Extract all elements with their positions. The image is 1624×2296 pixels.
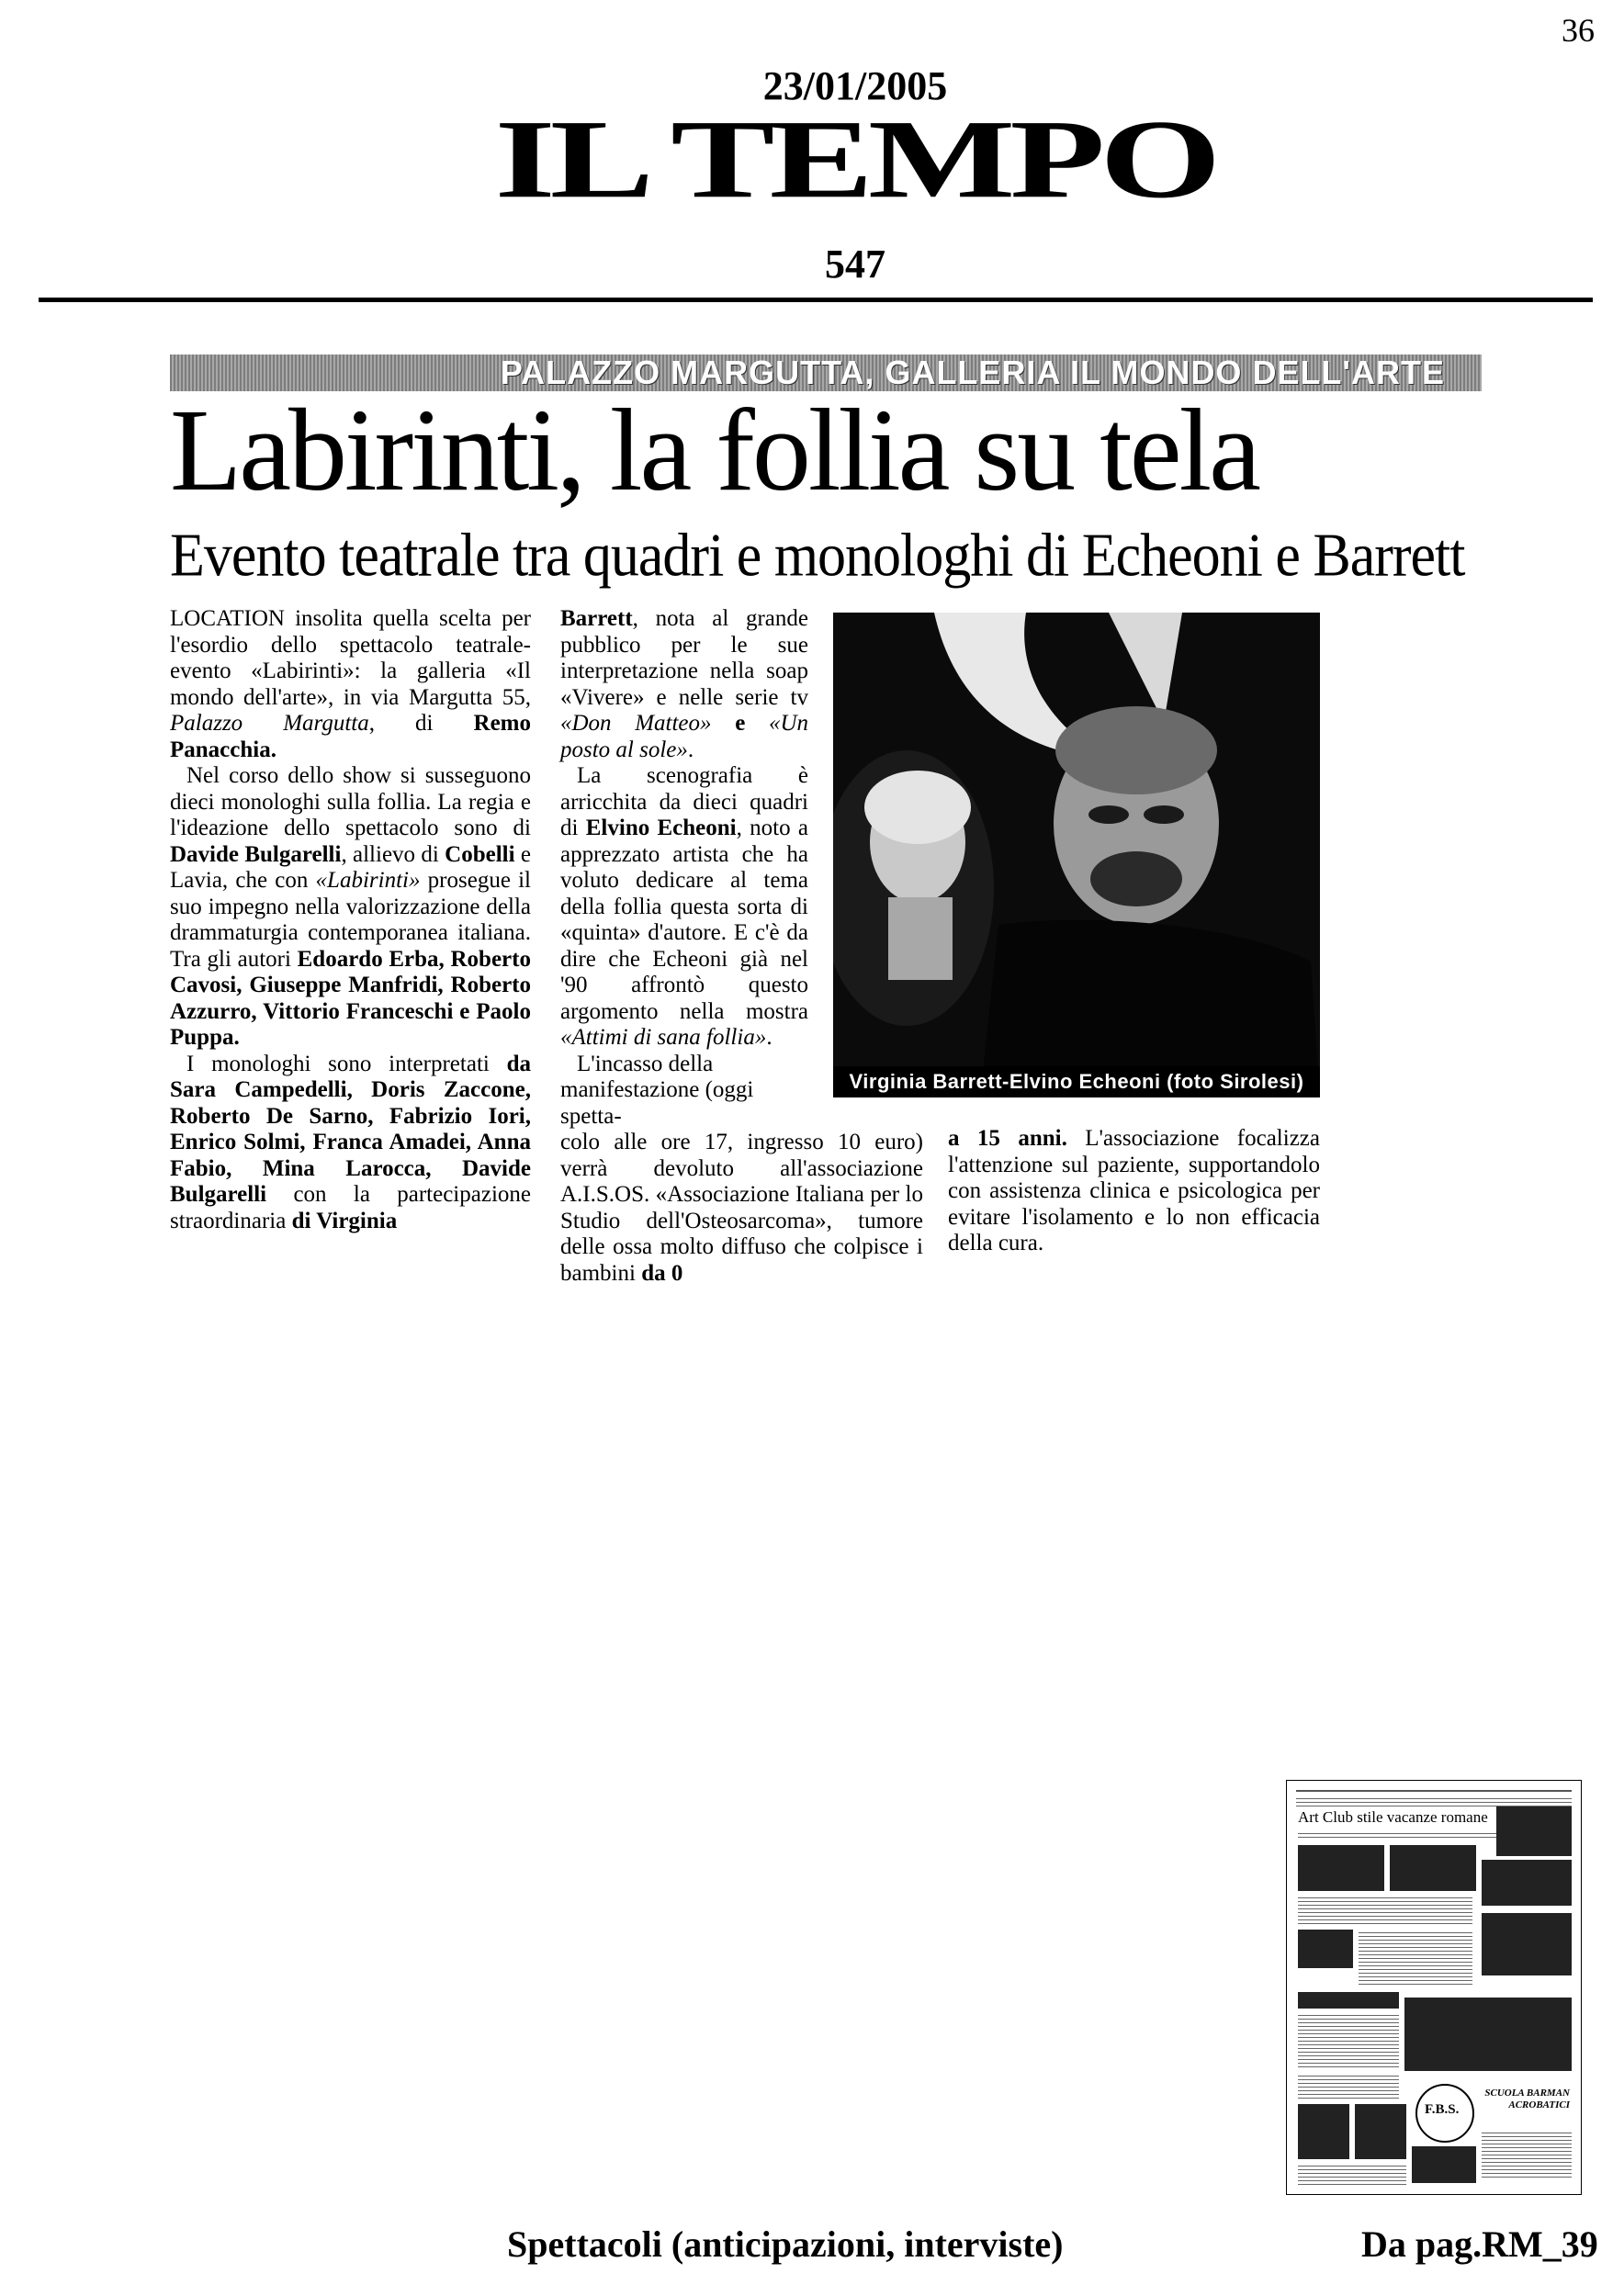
subheadline: Evento teatrale tra quadri e monologhi di Echeoni e Barrett <box>170 522 1465 590</box>
paragraph: a 15 anni. L'associazione focalizza l'attenzione sul paziente, supportandolo con assistenza clinica e psicologica per evitare l'isolamento e lo non efficacia della cura. <box>948 1126 1320 1255</box>
issue-number: 547 <box>825 242 885 287</box>
header-rule <box>39 298 1593 302</box>
article-column-3 <box>948 1126 1320 1257</box>
photo-caption: Virginia Barrett-Elvino Echeoni (foto Sirolesi) <box>833 1066 1320 1097</box>
article-column-1 <box>170 606 531 1234</box>
thumbnail-headline: Art Club stile vacanze romane <box>1298 1808 1488 1826</box>
paragraph: LOCATION insolita quella scelta per l'esordio dello spettacolo teatrale-evento «Labirinti»: la galleria «Il mondo dell'arte», in via Margutta 55, Palazzo Margutta, di Remo Panacchia. <box>170 606 531 762</box>
fbs-logo: F.B.S. <box>1415 2084 1474 2143</box>
kicker-text: PALAZZO MARGUTTA, GALLERIA IL MONDO DELL'ARTE <box>500 355 1445 391</box>
article-photo <box>833 613 1320 1097</box>
thumbnail-school-label: SCUOLA BARMAN ACROBATICI <box>1484 2088 1570 2110</box>
paragraph: La scenografia è arricchita da dieci quadri di Elvino Echeoni, noto a apprezzato artista che ha voluto dedicare al tema della follia questa sorta di «quinta» d'autore. E c'è da dire che Echeoni già nel '90 affrontò questo argomento nella mostra «Attimi di sana follia». <box>560 763 809 1050</box>
page-reference: Da pag.RM_39 <box>1361 2223 1598 2265</box>
headline: Labirinti, la follia su tela <box>170 385 1258 515</box>
publication-date: 23/01/2005 <box>762 63 948 108</box>
paragraph: I monologhi sono interpretati da Sara Campedelli, Doris Zaccone, Roberto De Sarno, Fabrizio Iori, Enrico Solmi, Franca Amadei, Anna Fabio, Mina Larocca, Davide Bulgarelli con la partecipazione straordinaria di Virginia <box>170 1051 531 1233</box>
page-thumbnail <box>1286 1780 1582 2195</box>
paragraph: Barrett, nota al grande pubblico per le sue interpretazione nella soap «Vivere» e nelle serie tv «Don Matteo» e «Un posto al sole». <box>560 606 809 762</box>
paragraph: Nel corso dello show si susseguono dieci monologhi sulla follia. La regia e l'ideazione dello spettacolo sono di Davide Bulgarelli, allievo di Cobelli e Lavia, che con «Labirinti» prosegue il suo impegno nella valorizzazione della drammaturgia contemporanea italiana. Tra gli autori Edoardo Erba, Roberto Cavosi, Giuseppe Manfridi, Roberto Azzurro, Vittorio Franceschi e Paolo Puppa. <box>170 763 532 1050</box>
page-number: 36 <box>1562 12 1595 49</box>
paragraph: colo alle ore 17, ingresso 10 euro) verrà devoluto all'associazione A.I.S.OS. «Associazione Italiana per lo Studio dell'Osteosarcoma», tumore delle ossa molto diffuso che colpisce i bambini da 0 <box>560 1130 923 1286</box>
paragraph: L'incasso della manifestazione (oggi spetta- <box>560 1051 754 1129</box>
section-label: Spettacoli (anticipazioni, interviste) <box>507 2223 1064 2265</box>
newspaper-masthead: IL TEMPO <box>494 96 1216 221</box>
